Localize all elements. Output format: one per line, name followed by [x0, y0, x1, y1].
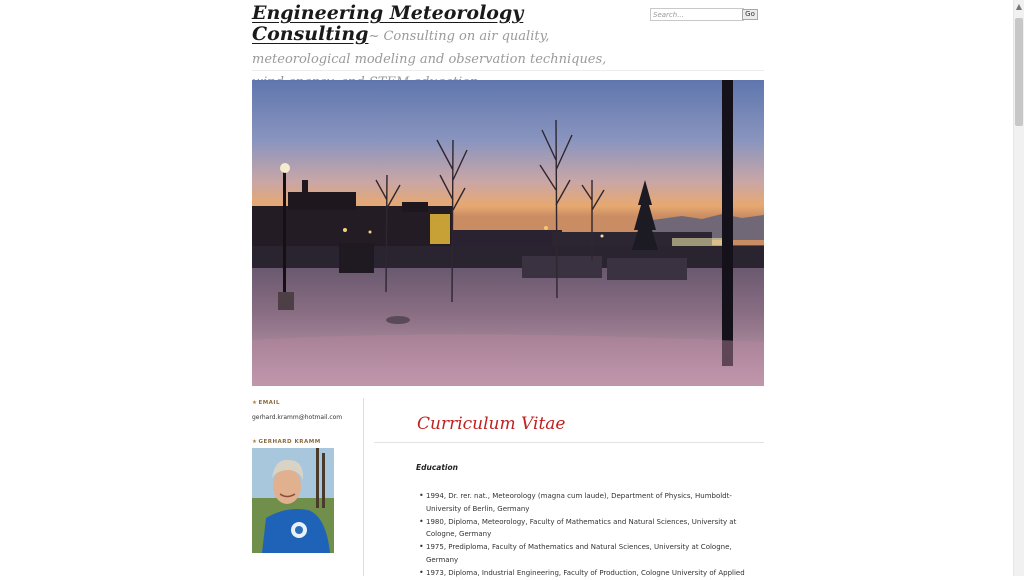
site-header — [252, 0, 764, 71]
email-address: gerhard.kramm@hotmail.com — [252, 414, 343, 421]
list-item: • 1994, Dr. rer. nat., Meteorology (magna cum laude), Department of Physics, Humboldt-University of Berlin, Germany — [420, 490, 750, 515]
site-description: ~ Consulting on air quality, meteorological modeling and observation techniques, — [252, 29, 607, 67]
list-item: • 1973, Diploma, Industrial Engineering, Faculty of Production, Cologne University of Applied — [420, 567, 750, 580]
scroll-up-arrow-icon[interactable]: ▲ — [1015, 2, 1023, 11]
page-title: Curriculum Vitae — [417, 414, 566, 434]
site-title-link[interactable]: Engineering Meteorology Consulting — [252, 2, 524, 45]
email-widget-heading: ★EMAIL — [252, 400, 280, 406]
list-item: • 1980, Diploma, Meteorology, Faculty of Mathematics and Natural Sciences, University at Cologne, Germany — [420, 516, 750, 541]
sidebar — [252, 400, 362, 553]
profile-photo — [252, 448, 334, 553]
star-icon: ★ — [252, 400, 258, 406]
education-list — [420, 490, 750, 579]
scrollbar-thumb[interactable] — [1015, 18, 1023, 126]
header-image — [252, 80, 764, 386]
search-go-button[interactable]: Go — [742, 9, 758, 20]
vertical-scrollbar[interactable] — [1013, 0, 1024, 576]
section-heading-education: Education — [416, 463, 458, 472]
search-input[interactable] — [650, 8, 744, 21]
list-item: • 1975, Prediploma, Faculty of Mathematics and Natural Sciences, University at Cologne, Germany — [420, 541, 750, 566]
person-widget-heading: ★GERHARD KRAMM — [252, 439, 321, 445]
main-content — [374, 400, 764, 580]
title-divider — [374, 442, 764, 443]
winter-dusk-photo — [252, 80, 764, 386]
star-icon: ★ — [252, 439, 258, 445]
sidebar-divider — [363, 398, 364, 576]
